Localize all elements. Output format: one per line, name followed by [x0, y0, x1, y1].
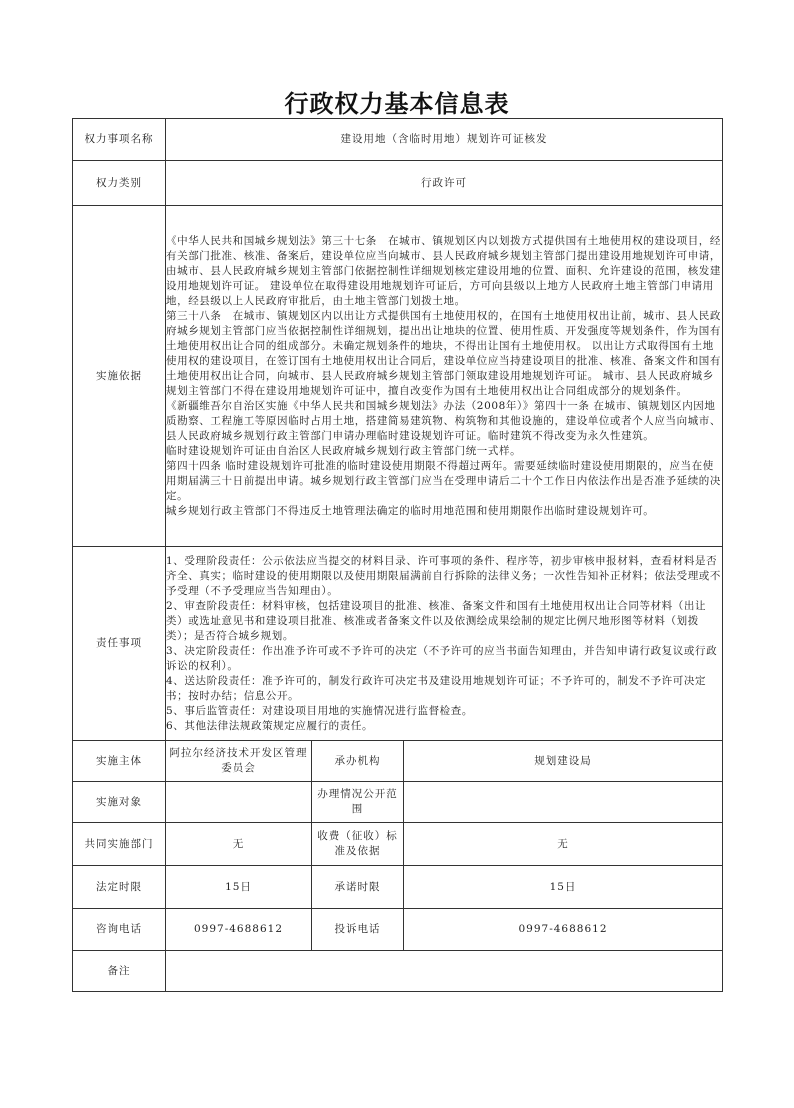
row-subject: [73, 741, 723, 782]
row-joint-department: [73, 823, 723, 866]
row-time-limit: [73, 866, 723, 909]
responsibility-item: 6、其他法律法规政策规定应履行的责任。: [166, 719, 374, 732]
row-power-category: [73, 161, 723, 206]
row-legal-basis: [73, 206, 723, 547]
basis-paragraph: 城乡规划行政主管部门不得违反土地管理法确定的临时用地范围和使用期限作出临时建设规划许可。: [166, 504, 655, 517]
value-joint-department: 无: [166, 823, 312, 866]
label-remark: 备注: [73, 951, 166, 992]
label-responsibility: 责任事项: [73, 547, 166, 741]
row-target: [73, 782, 723, 823]
label-disclosure-scope: 办理情况公开范围: [312, 782, 404, 823]
value-power-name: 建设用地（含临时用地）规划许可证核发: [166, 119, 723, 161]
value-promised-time-limit: 15日: [404, 866, 723, 909]
responsibility-item: 3、决定阶段责任：作出准予许可或不予许可的决定（不予许可的应当书面告知理由，并告知申请行政复议或行政诉讼的权利）。: [166, 644, 718, 672]
basis-paragraph: 第三十八条 在城市、镇规划区内以出让方式提供国有土地使用权的，在国有土地使用权出让前，城市、县人民政府城乡规划主管部门应当依据控制性详细规划，提出出让地块的位置、使用性质、开发强度等规划条件，作为国有土地使用权出让合同的组成部分。未确定规划条件的地块，不得出让国有土地使用权。 以出让方式取得国有土地使用权的建设项目，在签订国有土地使用权出让合同后，建设单位应当持建设项目的批准、核准、备案文件和国有土地使用权出让合同，向城市、县人民政府城乡规划主管部门领取建设用地规划许可证。 城市、县人民政府城乡规划主管部门不得在建设用地规划许可证中，擅自改变作为国有土地使用权出让合同组成部分的规划条件。: [166, 309, 721, 397]
responsibility-item: 5、事后监管责任：对建设项目用地的实施情况进行监督检查。: [166, 704, 473, 717]
document-title: 行政权力基本信息表: [284, 89, 510, 118]
value-disclosure-scope: [404, 782, 723, 823]
responsibility-item: 4、送达阶段责任：准予许可的，制发行政许可决定书及建设用地规划许可证；不予许可的，制发不予许可决定书；按时办结；信息公开。: [166, 674, 707, 702]
value-complaint-phone: 0997-4688612: [404, 909, 723, 951]
row-power-name: [73, 119, 723, 161]
value-responsibility: [166, 547, 723, 741]
label-consult-phone: 咨询电话: [73, 909, 166, 951]
value-subject: 阿拉尔经济技术开发区管理委员会: [166, 741, 312, 782]
basis-paragraph: 《新疆维吾尔自治区实施《中华人民共和国城乡规划法》办法（2008年）》第四十一条 在城市、镇规划区内因地质勘察、工程施工等原因临时占用土地，搭建简易建筑物、构筑物和其他设施的，建设单位或者个人应当向城市、县人民政府城乡规划行政主管部门申请办理临时建设规划许可证。临时建筑不得改变为永久性建筑。: [166, 399, 721, 442]
value-legal-basis: [166, 206, 723, 547]
responsibility-item: 1、受理阶段责任：公示依法应当提交的材料目录、许可事项的条件、程序等，初步审核申报材料，查看材料是否齐全、真实；临时建设的使用期限以及使用期限届满前自行拆除的法律义务；一次性告知补正材料；依法受理或不予受理（不予受理应当告知理由）。: [166, 554, 721, 597]
value-fee-standard: 无: [404, 823, 723, 866]
label-fee-standard: 收费（征收）标准及依据: [312, 823, 404, 866]
value-consult-phone: 0997-4688612: [166, 909, 312, 951]
label-power-category: 权力类别: [73, 161, 166, 206]
value-power-category: 行政许可: [166, 161, 723, 206]
value-target: [166, 782, 312, 823]
label-handling-org: 承办机构: [312, 741, 404, 782]
power-info-table: [72, 118, 723, 992]
responsibility-item: 2、审查阶段责任：材料审核，包括建设项目的批准、核准、备案文件和国有土地使用权出让合同等材料（出让类）或选址意见书和建设项目批准、核准或者备案文件以及依测绘成果绘制的规定比例尺地形图等材料（划拨类）；是否符合城乡规划。: [166, 599, 707, 642]
row-phone: [73, 909, 723, 951]
label-subject: 实施主体: [73, 741, 166, 782]
basis-paragraph: 临时建设规划许可证由自治区人民政府城乡规划行政主管部门统一式样。: [166, 444, 522, 457]
label-target: 实施对象: [73, 782, 166, 823]
row-remark: [73, 951, 723, 992]
basis-paragraph: 第四十四条 临时建设规划许可批准的临时建设使用期限不得超过两年。需要延续临时建设使用期限的，应当在使用期届满三十日前提出申请。城乡规划行政主管部门应当在受理申请后二十个工作日内依法作出是否准予延续的决定。: [166, 459, 721, 502]
label-legal-time-limit: 法定时限: [73, 866, 166, 909]
value-remark: [166, 951, 723, 992]
label-promised-time-limit: 承诺时限: [312, 866, 404, 909]
value-handling-org: 规划建设局: [404, 741, 723, 782]
row-responsibility: [73, 547, 723, 741]
label-joint-department: 共同实施部门: [73, 823, 166, 866]
label-power-name: 权力事项名称: [73, 119, 166, 161]
label-complaint-phone: 投诉电话: [312, 909, 404, 951]
basis-paragraph: 《中华人民共和国城乡规划法》第三十七条 在城市、镇规划区内以划拨方式提供国有土地使用权的建设项目，经有关部门批准、核准、备案后，建设单位应当向城市、县人民政府城乡规划主管部门提出建设用地规划许可申请，由城市、县人民政府城乡规划主管部门依据控制性详细规划核定建设用地的位置、面积、允许建设的范围，核发建设用地规划许可证。 建设单位在取得建设用地规划许可证后，方可向县级以上地方人民政府土地主管部门申请用地，经县级以上人民政府审批后，由土地主管部门划拨土地。: [166, 234, 721, 307]
label-legal-basis: 实施依据: [73, 206, 166, 547]
value-legal-time-limit: 15日: [166, 866, 312, 909]
